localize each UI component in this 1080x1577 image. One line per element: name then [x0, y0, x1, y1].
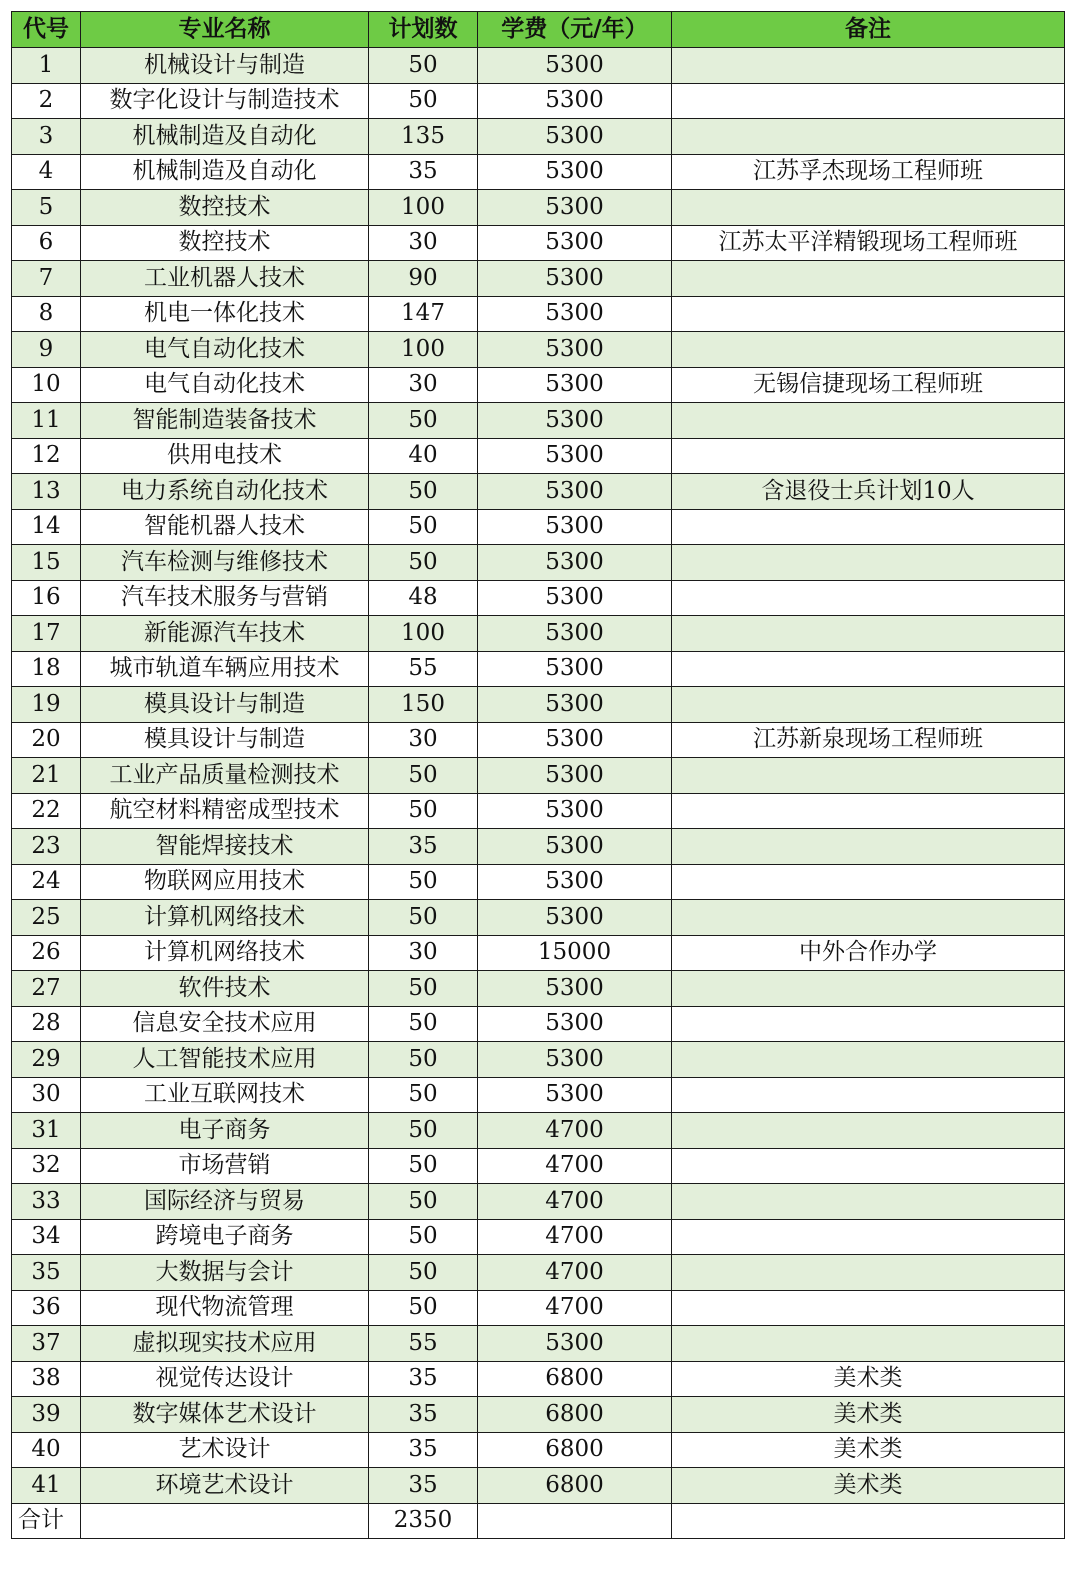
- cell-major: 城市轨道车辆应用技术: [81, 651, 369, 687]
- cell-tuition: 5300: [478, 1077, 672, 1113]
- cell-code: 21: [12, 758, 81, 794]
- cell-plan: 50: [369, 1042, 478, 1078]
- table-row: [12, 1077, 1065, 1113]
- cell-code: 26: [12, 935, 81, 971]
- cell-plan: 100: [369, 616, 478, 652]
- cell-plan: 55: [369, 651, 478, 687]
- cell-tuition: 5300: [478, 1006, 672, 1042]
- cell-code: 19: [12, 687, 81, 723]
- cell-code: 18: [12, 651, 81, 687]
- cell-tuition: 5300: [478, 261, 672, 297]
- cell-note: [672, 1077, 1065, 1113]
- cell-code: 25: [12, 900, 81, 936]
- cell-note: 江苏孚杰现场工程师班: [672, 154, 1065, 190]
- cell-plan: 35: [369, 154, 478, 190]
- cell-note: [672, 83, 1065, 119]
- cell-tuition: 5300: [478, 722, 672, 758]
- cell-code: 15: [12, 545, 81, 581]
- cell-tuition: 4700: [478, 1184, 672, 1220]
- cell-note: [672, 438, 1065, 474]
- table-row: [12, 1148, 1065, 1184]
- cell-plan: 50: [369, 403, 478, 439]
- table-row: [12, 1006, 1065, 1042]
- cell-major: 市场营销: [81, 1148, 369, 1184]
- cell-major: 环境艺术设计: [81, 1468, 369, 1504]
- cell-major: 数控技术: [81, 225, 369, 261]
- cell-note: [672, 119, 1065, 155]
- cell-code: 29: [12, 1042, 81, 1078]
- cell-plan: 50: [369, 1255, 478, 1291]
- cell-major: 国际经济与贸易: [81, 1184, 369, 1220]
- cell-major: 艺术设计: [81, 1432, 369, 1468]
- cell-code: 33: [12, 1184, 81, 1220]
- cell-note: 江苏新泉现场工程师班: [672, 722, 1065, 758]
- cell-plan: 50: [369, 971, 478, 1007]
- table-row: [12, 651, 1065, 687]
- cell-plan: 30: [369, 367, 478, 403]
- cell-major: 工业互联网技术: [81, 1077, 369, 1113]
- cell-plan: 50: [369, 793, 478, 829]
- cell-tuition: 5300: [478, 900, 672, 936]
- cell-plan: 50: [369, 1006, 478, 1042]
- table-row: [12, 1468, 1065, 1504]
- cell-code: 6: [12, 225, 81, 261]
- cell-note: [672, 48, 1065, 84]
- cell-code: 7: [12, 261, 81, 297]
- table-row: [12, 1184, 1065, 1220]
- cell-code: 1: [12, 48, 81, 84]
- cell-code: 28: [12, 1006, 81, 1042]
- cell-plan: 55: [369, 1326, 478, 1362]
- cell-tuition: 5300: [478, 474, 672, 510]
- cell-plan: 90: [369, 261, 478, 297]
- total-label: 合计: [12, 1503, 81, 1539]
- cell-tuition: 5300: [478, 829, 672, 865]
- cell-tuition: 5300: [478, 793, 672, 829]
- cell-code: 36: [12, 1290, 81, 1326]
- cell-code: 32: [12, 1148, 81, 1184]
- cell-code: 12: [12, 438, 81, 474]
- cell-note: 美术类: [672, 1432, 1065, 1468]
- cell-tuition: 5300: [478, 225, 672, 261]
- cell-major: 模具设计与制造: [81, 722, 369, 758]
- header-tuition: 学费（元/年）: [478, 12, 672, 48]
- cell-code: 3: [12, 119, 81, 155]
- cell-tuition: 5300: [478, 190, 672, 226]
- cell-code: 41: [12, 1468, 81, 1504]
- cell-major: 智能制造装备技术: [81, 403, 369, 439]
- cell-note: 美术类: [672, 1361, 1065, 1397]
- table-row: [12, 1432, 1065, 1468]
- cell-plan: 35: [369, 1397, 478, 1433]
- cell-major: 物联网应用技术: [81, 864, 369, 900]
- cell-code: 14: [12, 509, 81, 545]
- cell-major: 航空材料精密成型技术: [81, 793, 369, 829]
- cell-tuition: 5300: [478, 545, 672, 581]
- cell-tuition: 5300: [478, 1326, 672, 1362]
- table-row: [12, 1326, 1065, 1362]
- table-body: [12, 48, 1065, 1504]
- table-row: [12, 793, 1065, 829]
- cell-major: 虚拟现实技术应用: [81, 1326, 369, 1362]
- cell-tuition: 5300: [478, 367, 672, 403]
- cell-tuition: 5300: [478, 580, 672, 616]
- table-row: [12, 403, 1065, 439]
- cell-code: 24: [12, 864, 81, 900]
- header-plan: 计划数: [369, 12, 478, 48]
- total-major-empty: [81, 1503, 369, 1539]
- cell-tuition: 5300: [478, 296, 672, 332]
- cell-code: 30: [12, 1077, 81, 1113]
- cell-plan: 50: [369, 48, 478, 84]
- cell-major: 数控技术: [81, 190, 369, 226]
- header-major: 专业名称: [81, 12, 369, 48]
- cell-code: 8: [12, 296, 81, 332]
- cell-note: [672, 1326, 1065, 1362]
- table-row: [12, 900, 1065, 936]
- cell-major: 数字化设计与制造技术: [81, 83, 369, 119]
- cell-plan: 100: [369, 190, 478, 226]
- cell-tuition: 4700: [478, 1148, 672, 1184]
- table-row: [12, 722, 1065, 758]
- table-row: [12, 1290, 1065, 1326]
- table-row: [12, 367, 1065, 403]
- cell-tuition: 5300: [478, 332, 672, 368]
- total-note-empty: [672, 1503, 1065, 1539]
- cell-tuition: 5300: [478, 864, 672, 900]
- cell-note: [672, 1255, 1065, 1291]
- cell-plan: 35: [369, 1432, 478, 1468]
- table-row: [12, 119, 1065, 155]
- cell-major: 数字媒体艺术设计: [81, 1397, 369, 1433]
- cell-plan: 50: [369, 900, 478, 936]
- table-row: [12, 48, 1065, 84]
- cell-note: [672, 1290, 1065, 1326]
- cell-plan: 30: [369, 935, 478, 971]
- cell-code: 22: [12, 793, 81, 829]
- cell-note: [672, 296, 1065, 332]
- cell-code: 23: [12, 829, 81, 865]
- cell-note: 中外合作办学: [672, 935, 1065, 971]
- cell-code: 35: [12, 1255, 81, 1291]
- header-code: 代号: [12, 12, 81, 48]
- table-row: [12, 261, 1065, 297]
- cell-note: [672, 616, 1065, 652]
- cell-major: 供用电技术: [81, 438, 369, 474]
- cell-plan: 135: [369, 119, 478, 155]
- cell-code: 10: [12, 367, 81, 403]
- cell-major: 智能机器人技术: [81, 509, 369, 545]
- table-row: [12, 829, 1065, 865]
- cell-plan: 48: [369, 580, 478, 616]
- cell-major: 汽车检测与维修技术: [81, 545, 369, 581]
- table-row: [12, 474, 1065, 510]
- cell-plan: 50: [369, 1184, 478, 1220]
- total-row: [12, 1503, 1065, 1539]
- cell-tuition: 5300: [478, 83, 672, 119]
- table-row: [12, 190, 1065, 226]
- cell-tuition: 15000: [478, 935, 672, 971]
- cell-tuition: 5300: [478, 758, 672, 794]
- table-row: [12, 864, 1065, 900]
- cell-plan: 50: [369, 1113, 478, 1149]
- cell-code: 40: [12, 1432, 81, 1468]
- cell-tuition: 6800: [478, 1432, 672, 1468]
- cell-tuition: 5300: [478, 438, 672, 474]
- table-footer: [12, 1503, 1065, 1539]
- cell-note: [672, 509, 1065, 545]
- table-row: [12, 1113, 1065, 1149]
- cell-note: [672, 864, 1065, 900]
- cell-code: 34: [12, 1219, 81, 1255]
- cell-note: [672, 1006, 1065, 1042]
- table-header: [12, 12, 1065, 48]
- cell-plan: 30: [369, 225, 478, 261]
- cell-major: 工业机器人技术: [81, 261, 369, 297]
- cell-plan: 50: [369, 509, 478, 545]
- cell-code: 16: [12, 580, 81, 616]
- cell-plan: 40: [369, 438, 478, 474]
- cell-code: 17: [12, 616, 81, 652]
- cell-plan: 50: [369, 1290, 478, 1326]
- cell-code: 11: [12, 403, 81, 439]
- cell-note: [672, 1042, 1065, 1078]
- cell-code: 31: [12, 1113, 81, 1149]
- table-row: [12, 1361, 1065, 1397]
- cell-note: 含退役士兵计划10人: [672, 474, 1065, 510]
- cell-tuition: 4700: [478, 1219, 672, 1255]
- cell-note: [672, 1148, 1065, 1184]
- cell-code: 27: [12, 971, 81, 1007]
- cell-major: 模具设计与制造: [81, 687, 369, 723]
- cell-tuition: 5300: [478, 1042, 672, 1078]
- cell-code: 2: [12, 83, 81, 119]
- table-row: [12, 1255, 1065, 1291]
- cell-tuition: 5300: [478, 119, 672, 155]
- cell-code: 20: [12, 722, 81, 758]
- cell-tuition: 4700: [478, 1290, 672, 1326]
- cell-note: [672, 793, 1065, 829]
- cell-note: [672, 261, 1065, 297]
- cell-note: 江苏太平洋精锻现场工程师班: [672, 225, 1065, 261]
- cell-code: 37: [12, 1326, 81, 1362]
- cell-code: 9: [12, 332, 81, 368]
- cell-major: 电气自动化技术: [81, 332, 369, 368]
- cell-major: 计算机网络技术: [81, 935, 369, 971]
- header-note: 备注: [672, 12, 1065, 48]
- table-row: [12, 332, 1065, 368]
- cell-note: 无锡信捷现场工程师班: [672, 367, 1065, 403]
- cell-tuition: 5300: [478, 651, 672, 687]
- cell-note: [672, 190, 1065, 226]
- cell-major: 大数据与会计: [81, 1255, 369, 1291]
- total-tuition-empty: [478, 1503, 672, 1539]
- table-row: [12, 1042, 1065, 1078]
- cell-note: [672, 403, 1065, 439]
- table-row: [12, 758, 1065, 794]
- table-row: [12, 616, 1065, 652]
- cell-plan: 50: [369, 1148, 478, 1184]
- cell-tuition: 5300: [478, 971, 672, 1007]
- cell-note: [672, 1184, 1065, 1220]
- cell-note: [672, 332, 1065, 368]
- cell-tuition: 5300: [478, 48, 672, 84]
- cell-note: [672, 900, 1065, 936]
- cell-tuition: 5300: [478, 509, 672, 545]
- table-row: [12, 580, 1065, 616]
- table-row: [12, 545, 1065, 581]
- cell-note: [672, 545, 1065, 581]
- table-row: [12, 935, 1065, 971]
- cell-note: [672, 758, 1065, 794]
- cell-note: [672, 651, 1065, 687]
- table-row: [12, 83, 1065, 119]
- cell-plan: 50: [369, 1219, 478, 1255]
- table-row: [12, 154, 1065, 190]
- cell-major: 机械制造及自动化: [81, 119, 369, 155]
- header-row: [12, 12, 1065, 48]
- enrollment-table-container: [11, 11, 1065, 1539]
- cell-plan: 50: [369, 758, 478, 794]
- cell-major: 人工智能技术应用: [81, 1042, 369, 1078]
- table-row: [12, 509, 1065, 545]
- table-row: [12, 1397, 1065, 1433]
- cell-major: 电力系统自动化技术: [81, 474, 369, 510]
- cell-major: 现代物流管理: [81, 1290, 369, 1326]
- cell-plan: 30: [369, 722, 478, 758]
- cell-major: 汽车技术服务与营销: [81, 580, 369, 616]
- cell-major: 机电一体化技术: [81, 296, 369, 332]
- cell-plan: 35: [369, 1361, 478, 1397]
- cell-plan: 50: [369, 474, 478, 510]
- cell-major: 工业产品质量检测技术: [81, 758, 369, 794]
- cell-major: 机械制造及自动化: [81, 154, 369, 190]
- cell-major: 跨境电子商务: [81, 1219, 369, 1255]
- cell-tuition: 5300: [478, 403, 672, 439]
- cell-code: 13: [12, 474, 81, 510]
- cell-major: 电气自动化技术: [81, 367, 369, 403]
- cell-major: 智能焊接技术: [81, 829, 369, 865]
- cell-tuition: 6800: [478, 1468, 672, 1504]
- cell-major: 新能源汽车技术: [81, 616, 369, 652]
- cell-plan: 100: [369, 332, 478, 368]
- cell-tuition: 5300: [478, 154, 672, 190]
- cell-major: 视觉传达设计: [81, 1361, 369, 1397]
- cell-code: 4: [12, 154, 81, 190]
- cell-plan: 50: [369, 83, 478, 119]
- table-row: [12, 225, 1065, 261]
- cell-major: 机械设计与制造: [81, 48, 369, 84]
- cell-tuition: 5300: [478, 616, 672, 652]
- cell-code: 5: [12, 190, 81, 226]
- cell-plan: 150: [369, 687, 478, 723]
- cell-note: [672, 687, 1065, 723]
- total-plan: 2350: [369, 1503, 478, 1539]
- table-row: [12, 438, 1065, 474]
- cell-plan: 50: [369, 545, 478, 581]
- cell-tuition: 4700: [478, 1255, 672, 1291]
- cell-tuition: 6800: [478, 1397, 672, 1433]
- cell-major: 计算机网络技术: [81, 900, 369, 936]
- cell-code: 39: [12, 1397, 81, 1433]
- cell-note: [672, 580, 1065, 616]
- cell-note: [672, 1219, 1065, 1255]
- cell-note: [672, 829, 1065, 865]
- cell-note: [672, 971, 1065, 1007]
- table-row: [12, 971, 1065, 1007]
- cell-plan: 50: [369, 1077, 478, 1113]
- cell-tuition: 6800: [478, 1361, 672, 1397]
- cell-plan: 35: [369, 1468, 478, 1504]
- cell-tuition: 4700: [478, 1113, 672, 1149]
- cell-tuition: 5300: [478, 687, 672, 723]
- cell-note: [672, 1113, 1065, 1149]
- cell-plan: 35: [369, 829, 478, 865]
- cell-major: 电子商务: [81, 1113, 369, 1149]
- table-row: [12, 687, 1065, 723]
- cell-note: 美术类: [672, 1468, 1065, 1504]
- cell-plan: 50: [369, 864, 478, 900]
- table-row: [12, 1219, 1065, 1255]
- table-row: [12, 296, 1065, 332]
- cell-major: 软件技术: [81, 971, 369, 1007]
- cell-plan: 147: [369, 296, 478, 332]
- cell-code: 38: [12, 1361, 81, 1397]
- cell-note: 美术类: [672, 1397, 1065, 1433]
- enrollment-plan-table: [11, 11, 1065, 1539]
- cell-major: 信息安全技术应用: [81, 1006, 369, 1042]
